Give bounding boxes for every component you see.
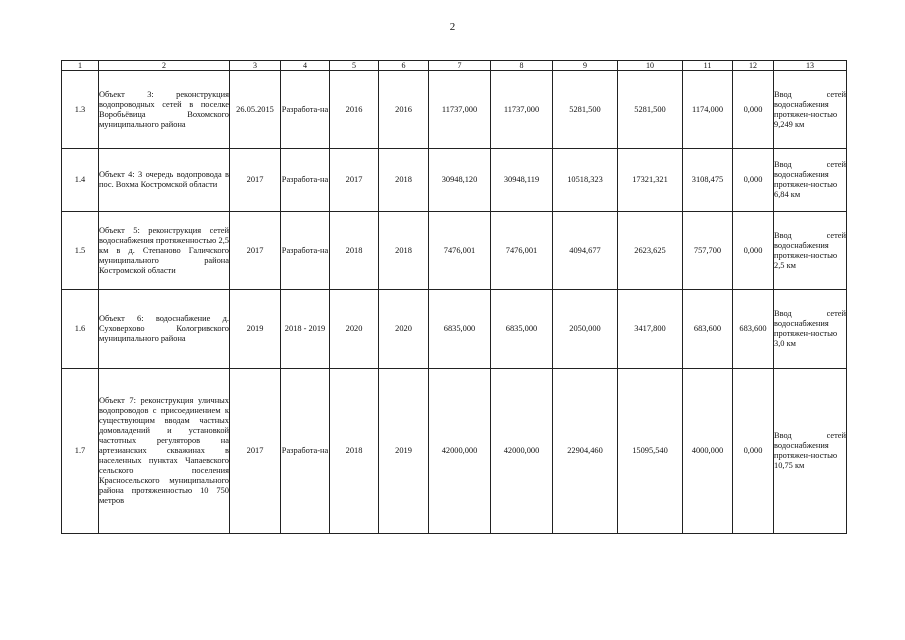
cell-col5: 2017 xyxy=(330,149,379,212)
column-header: 8 xyxy=(491,61,553,71)
cell-col12: 0,000 xyxy=(733,149,774,212)
cell-col11: 3108,475 xyxy=(683,149,733,212)
column-header: 10 xyxy=(618,61,683,71)
cell-col9: 22904,460 xyxy=(553,369,618,534)
object-description: Объект 5: реконструкция сетей водоснабжения протяженностью 2,5 км в д. Степаново Галичского муниципального района Костромской области xyxy=(99,212,230,290)
column-header: 4 xyxy=(281,61,330,71)
cell-col12: 0,000 xyxy=(733,212,774,290)
cell-col11: 683,600 xyxy=(683,290,733,369)
cell-col3: 2017 xyxy=(230,212,281,290)
cell-col9: 10518,323 xyxy=(553,149,618,212)
cell-col7: 6835,000 xyxy=(429,290,491,369)
cell-col9: 4094,677 xyxy=(553,212,618,290)
column-header: 13 xyxy=(774,61,847,71)
cell-col8: 42000,000 xyxy=(491,369,553,534)
cell-col10: 5281,500 xyxy=(618,71,683,149)
cell-col10: 3417,800 xyxy=(618,290,683,369)
cell-col8: 11737,000 xyxy=(491,71,553,149)
cell-col5: 2016 xyxy=(330,71,379,149)
column-header: 6 xyxy=(379,61,429,71)
cell-col11: 1174,000 xyxy=(683,71,733,149)
object-description: Объект 4: 3 очередь водопровода в пос. Вохма Костромской области xyxy=(99,149,230,212)
result-text: Ввод сетей водоснабжения протяжен-ностью 9,249 км xyxy=(774,71,847,149)
cell-col10: 15095,540 xyxy=(618,369,683,534)
table-row xyxy=(62,71,847,149)
cell-col10: 2623,625 xyxy=(618,212,683,290)
cell-col4: Разработа-на xyxy=(281,212,330,290)
row-number: 1.6 xyxy=(62,290,99,369)
cell-col6: 2016 xyxy=(379,71,429,149)
cell-col7: 30948,120 xyxy=(429,149,491,212)
column-header: 1 xyxy=(62,61,99,71)
cell-col10: 17321,321 xyxy=(618,149,683,212)
cell-col3: 26.05.2015 xyxy=(230,71,281,149)
column-number-row xyxy=(62,61,847,71)
column-header: 7 xyxy=(429,61,491,71)
table-row xyxy=(62,212,847,290)
cell-col5: 2018 xyxy=(330,369,379,534)
cell-col4: Разработа-на xyxy=(281,71,330,149)
object-description: Объект 7: реконструкция уличных водопроводов с присоединением к существующим вводам частных домовладений и установкой частотных регуляторов на артезианских скважинах в населенных пунктах Чапаевского сельского поселения Красносельского муниципального района протяженностью 10 750 метров xyxy=(99,369,230,534)
cell-col7: 42000,000 xyxy=(429,369,491,534)
table-row xyxy=(62,290,847,369)
cell-col3: 2017 xyxy=(230,149,281,212)
cell-col9: 2050,000 xyxy=(553,290,618,369)
column-header: 9 xyxy=(553,61,618,71)
result-text: Ввод сетей водоснабжения протяжен-ностью 6,84 км xyxy=(774,149,847,212)
cell-col3: 2017 xyxy=(230,369,281,534)
cell-col11: 757,700 xyxy=(683,212,733,290)
cell-col4: Разработа-на xyxy=(281,369,330,534)
result-text: Ввод сетей водоснабжения протяжен-ностью 2,5 км xyxy=(774,212,847,290)
cell-col7: 7476,001 xyxy=(429,212,491,290)
cell-col6: 2020 xyxy=(379,290,429,369)
cell-col4: Разработа-на xyxy=(281,149,330,212)
cell-col6: 2019 xyxy=(379,369,429,534)
row-number: 1.4 xyxy=(62,149,99,212)
row-number: 1.7 xyxy=(62,369,99,534)
cell-col8: 7476,001 xyxy=(491,212,553,290)
column-header: 12 xyxy=(733,61,774,71)
cell-col12: 0,000 xyxy=(733,369,774,534)
cell-col6: 2018 xyxy=(379,212,429,290)
cell-col5: 2018 xyxy=(330,212,379,290)
cell-col4: 2018 - 2019 xyxy=(281,290,330,369)
cell-col8: 30948,119 xyxy=(491,149,553,212)
table-row xyxy=(62,369,847,534)
column-header: 3 xyxy=(230,61,281,71)
cell-col7: 11737,000 xyxy=(429,71,491,149)
row-number: 1.5 xyxy=(62,212,99,290)
column-header: 11 xyxy=(683,61,733,71)
cell-col3: 2019 xyxy=(230,290,281,369)
result-text: Ввод сетей водоснабжения протяжен-ностью 10,75 км xyxy=(774,369,847,534)
column-header: 5 xyxy=(330,61,379,71)
cell-col5: 2020 xyxy=(330,290,379,369)
cell-col12: 683,600 xyxy=(733,290,774,369)
cell-col6: 2018 xyxy=(379,149,429,212)
cell-col9: 5281,500 xyxy=(553,71,618,149)
column-header: 2 xyxy=(99,61,230,71)
object-description: Объект 6: водоснабжение д. Суховерхово Кологривского муниципального района xyxy=(99,290,230,369)
table-row xyxy=(62,149,847,212)
objects-table xyxy=(61,60,847,534)
row-number: 1.3 xyxy=(62,71,99,149)
page-number: 2 xyxy=(449,21,456,33)
result-text: Ввод сетей водоснабжения протяжен-ностью 3,0 км xyxy=(774,290,847,369)
cell-col11: 4000,000 xyxy=(683,369,733,534)
object-description: Объект 3: реконструкция водопроводных сетей в поселке Воробьёвица Вохомского муниципального района xyxy=(99,71,230,149)
cell-col12: 0,000 xyxy=(733,71,774,149)
cell-col8: 6835,000 xyxy=(491,290,553,369)
